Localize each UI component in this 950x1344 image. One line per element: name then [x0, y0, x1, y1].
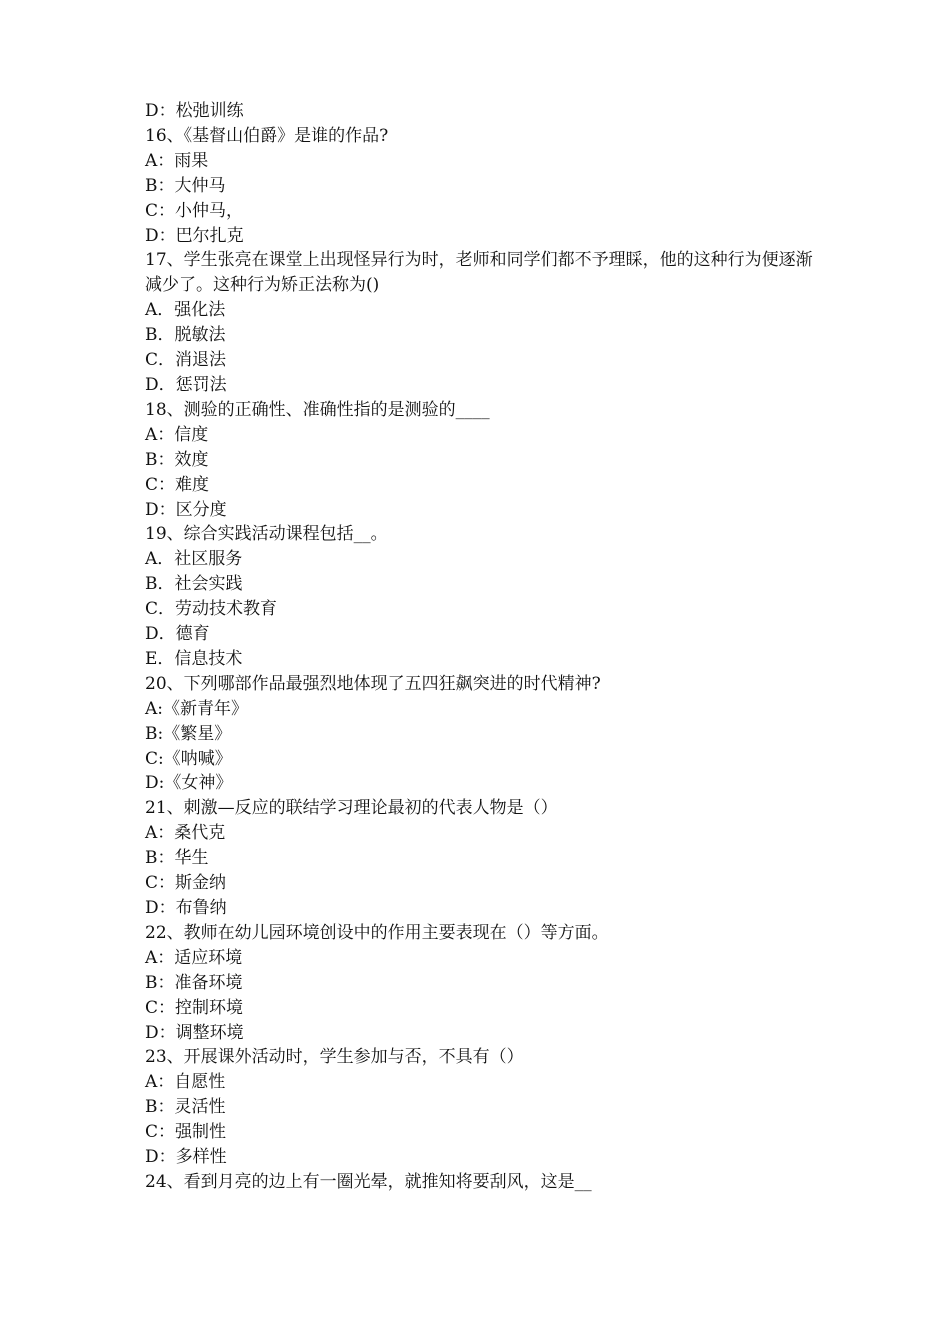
option-line: C：控制环境 [145, 997, 244, 1018]
option-line: D：调整环境 [145, 1022, 244, 1043]
option-line: B：灵活性 [145, 1097, 226, 1118]
question-line: 18、测验的正确性、准确性指的是测验的____ [145, 399, 490, 420]
option-line: D．德育 [145, 624, 210, 645]
option-line: D：区分度 [145, 499, 227, 520]
option-line: A：桑代克 [145, 823, 226, 844]
question-line: 20、下列哪部作品最强烈地体现了五四狂飙突进的时代精神? [145, 673, 601, 694]
question-line: 19、综合实践活动课程包括__。 [145, 524, 388, 545]
option-line: D：松弛训练 [145, 101, 244, 121]
option-line: A：雨果 [145, 150, 209, 171]
option-line: C：强制性 [145, 1122, 227, 1143]
option-line: A：适应环境 [145, 947, 243, 968]
question-line: 24、看到月亮的边上有一圈光晕，就推知将要刮风，这是__ [145, 1171, 592, 1192]
option-line: E．信息技术 [145, 648, 243, 669]
option-line: B．社会实践 [145, 574, 243, 595]
option-line: A：自愿性 [145, 1072, 226, 1093]
question-line: 23、开展课外活动时，学生参加与否，不具有（） [145, 1047, 524, 1068]
option-line: D：巴尔扎克 [145, 225, 244, 246]
question-line: 21、刺激—反应的联结学习理论最初的代表人物是（） [145, 798, 558, 819]
option-line: B：大仲马 [145, 175, 226, 196]
question-line: 22、教师在幼儿园环境创设中的作用主要表现在（）等方面。 [145, 922, 609, 943]
option-line: B：华生 [145, 848, 209, 869]
option-line: B:《繁星》 [145, 723, 232, 744]
option-line: C．劳动技术教育 [145, 599, 278, 620]
option-line: A:《新青年》 [145, 698, 249, 719]
option-line: B：效度 [145, 449, 209, 470]
question-list [145, 99, 815, 1195]
option-line: D：多样性 [145, 1147, 227, 1168]
question-line: 16、《基督山伯爵》是谁的作品? [145, 125, 389, 146]
option-line: C：小仲马， [145, 200, 244, 221]
option-line: D．惩罚法 [145, 374, 227, 395]
option-line: D:《女神》 [145, 773, 233, 794]
option-line: B：准备环境 [145, 972, 243, 993]
option-line: C．消退法 [145, 350, 227, 371]
option-line: C：难度 [145, 474, 210, 495]
question-line: 17、学生张亮在课堂上出现怪异行为时，老师和同学们都不予理睬，他的这种行为便逐渐减少了。这种行为矫正法称为() [145, 250, 813, 296]
option-line: A．社区服务 [145, 549, 243, 570]
option-line: A：信度 [145, 424, 209, 445]
option-line: B．脱敏法 [145, 325, 226, 346]
option-line: D：布鲁纳 [145, 898, 227, 918]
option-line: A．强化法 [145, 300, 226, 321]
option-line: C：斯金纳 [145, 873, 227, 894]
option-line: C:《呐喊》 [145, 748, 232, 769]
